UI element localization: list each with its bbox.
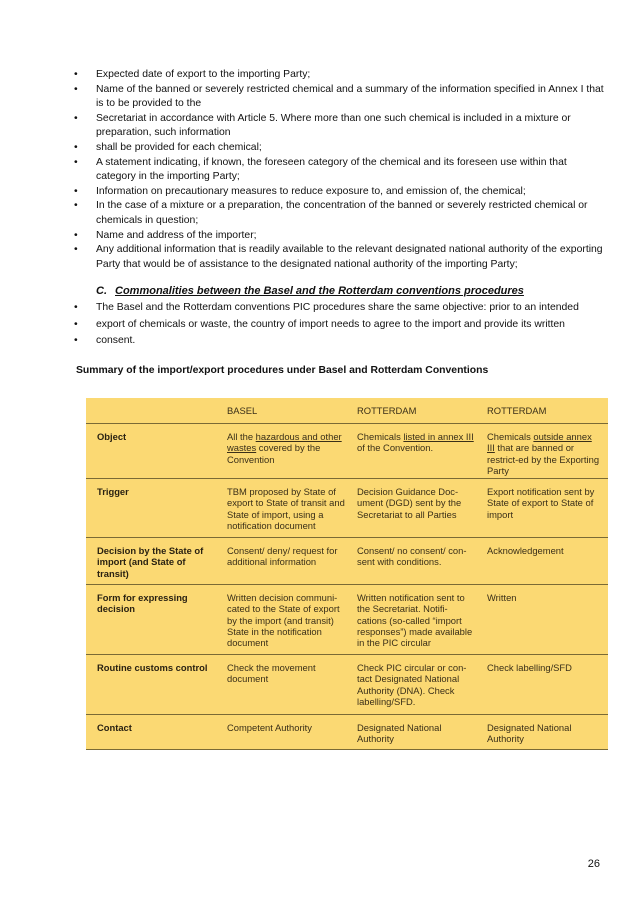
rotterdam-cell: Chemicals listed in annex III of the Convention. (357, 431, 474, 454)
basel-cell: Consent/ deny/ request for additional information (227, 545, 338, 568)
rotterdam-cell: Written notification sent to the Secretariat. Notifi-cations (so-called “import responses”) made available in the PIC circular (357, 592, 473, 649)
bullet-icon: • (74, 69, 78, 80)
table-row-decision (86, 538, 608, 585)
rotterdam-2-cell: Chemicals outside annex III that are banned or restrict-ed by the Exporting Party (487, 431, 600, 476)
rotterdam-2-cell: Written (487, 592, 517, 603)
basel-cell: Written decision communi-cated to the State of export by the import (and transit) State in the notification document (227, 592, 340, 649)
bullet-icon: • (74, 83, 78, 95)
header-cell-rotterdam: ROTTERDAM (357, 405, 417, 416)
rotterdam-cell: Designated National Authority (357, 722, 442, 745)
row-label: Decision by the State of import (and State of transit) (97, 545, 204, 579)
summary-title: Summary of the import/export procedures under Basel and Rotterdam Conventions (76, 365, 489, 376)
row-label: Object (97, 431, 127, 442)
basel-cell: Competent Authority (227, 722, 312, 733)
table-header-row (86, 398, 608, 424)
bullet-icon: • (74, 335, 78, 347)
table-row-trigger (86, 479, 608, 538)
bullet-icon: • (74, 318, 78, 330)
section-letter: C. (96, 285, 107, 297)
list-item: • In the case of a mixture or a preparation, the concentration of the banned or severely restricted chemical or chemicals in question; (74, 200, 588, 226)
list-item: • The Basel and the Rotterdam conventions PIC procedures share the same objective: prior to an intended (74, 302, 579, 313)
list-item: • Name of the banned or severely restricted chemical and a summary of the information specified in Annex I that is to be provided to the (74, 83, 604, 110)
row-label: Routine customs control (97, 662, 208, 673)
bullet-icon: • (74, 185, 78, 197)
basel-cell: Check the movement document (227, 662, 316, 685)
table-row-form (86, 585, 608, 655)
header-cell-rotterdam-2: ROTTERDAM (487, 405, 547, 416)
rotterdam-2-cell: Check labelling/SFD (487, 662, 572, 673)
list-item: • shall be provided for each chemical; (74, 141, 604, 156)
row-label: Form for expressing decision (97, 592, 188, 615)
bullet-icon: • (74, 200, 78, 212)
rotterdam-cell: Check PIC circular or con-tact Designated National Authority (DNA). Check labelling/SFD. (357, 662, 467, 707)
bullet-icon: • (74, 302, 78, 313)
requirements-bullet-list (74, 68, 604, 272)
bullet-icon: • (74, 156, 78, 168)
bullet-icon: • (74, 141, 78, 153)
list-item: • Expected date of export to the importing Party; (74, 68, 604, 83)
rotterdam-cell: Consent/ no consent/ con-sent with conditions. (357, 545, 467, 568)
row-label: Trigger (97, 486, 129, 497)
list-item: • Information on precautionary measures to reduce exposure to, and emission of, the chemical; (74, 185, 604, 200)
rotterdam-2-cell: Designated National Authority (487, 722, 572, 745)
page-number: 26 (587, 858, 600, 870)
bullet-icon: • (74, 112, 78, 124)
list-item: • Name and address of the importer; (74, 229, 604, 244)
basel-cell: TBM proposed by State of export to State of transit and State of import, using a notification document (227, 486, 345, 531)
table-row-object (86, 424, 608, 479)
commonalities-bullet-list (74, 301, 604, 351)
rotterdam-cell: Decision Guidance Doc-ument (DGD) sent by the Secretariat to all Parties (357, 486, 462, 520)
table-row-contact (86, 715, 608, 750)
section-c-heading (96, 285, 524, 297)
list-item: • export of chemicals or waste, the country of import needs to agree to the import and provide its written (74, 318, 565, 330)
rotterdam-2-cell: Acknowledgement (487, 545, 564, 556)
rotterdam-2-cell: Export notification sent by State of export to State of import (487, 486, 595, 520)
basel-cell: All the hazardous and other wastes covered by the Convention (227, 431, 342, 465)
section-title: Commonalities between the Basel and the Rotterdam conventions procedures (115, 285, 524, 297)
header-cell-basel: BASEL (227, 405, 258, 416)
list-item: • Any additional information that is readily available to the relevant designated national authority of the exporting Party that would be of assistance to the designated national authority of the importing Party; (74, 244, 603, 270)
bullet-icon: • (74, 244, 78, 256)
list-item: • consent. (74, 335, 136, 347)
list-item: • Secretariat in accordance with Article 5. Where more than one such chemical is included in a mixture or preparation, such information (74, 112, 571, 139)
list-item: • A statement indicating, if known, the foreseen category of the chemical and its foreseen use within that category in the importing Party; (74, 156, 567, 183)
row-label: Contact (97, 722, 132, 733)
table-row-customs (86, 655, 608, 715)
bullet-icon: • (74, 229, 78, 241)
comparison-table (86, 398, 608, 750)
